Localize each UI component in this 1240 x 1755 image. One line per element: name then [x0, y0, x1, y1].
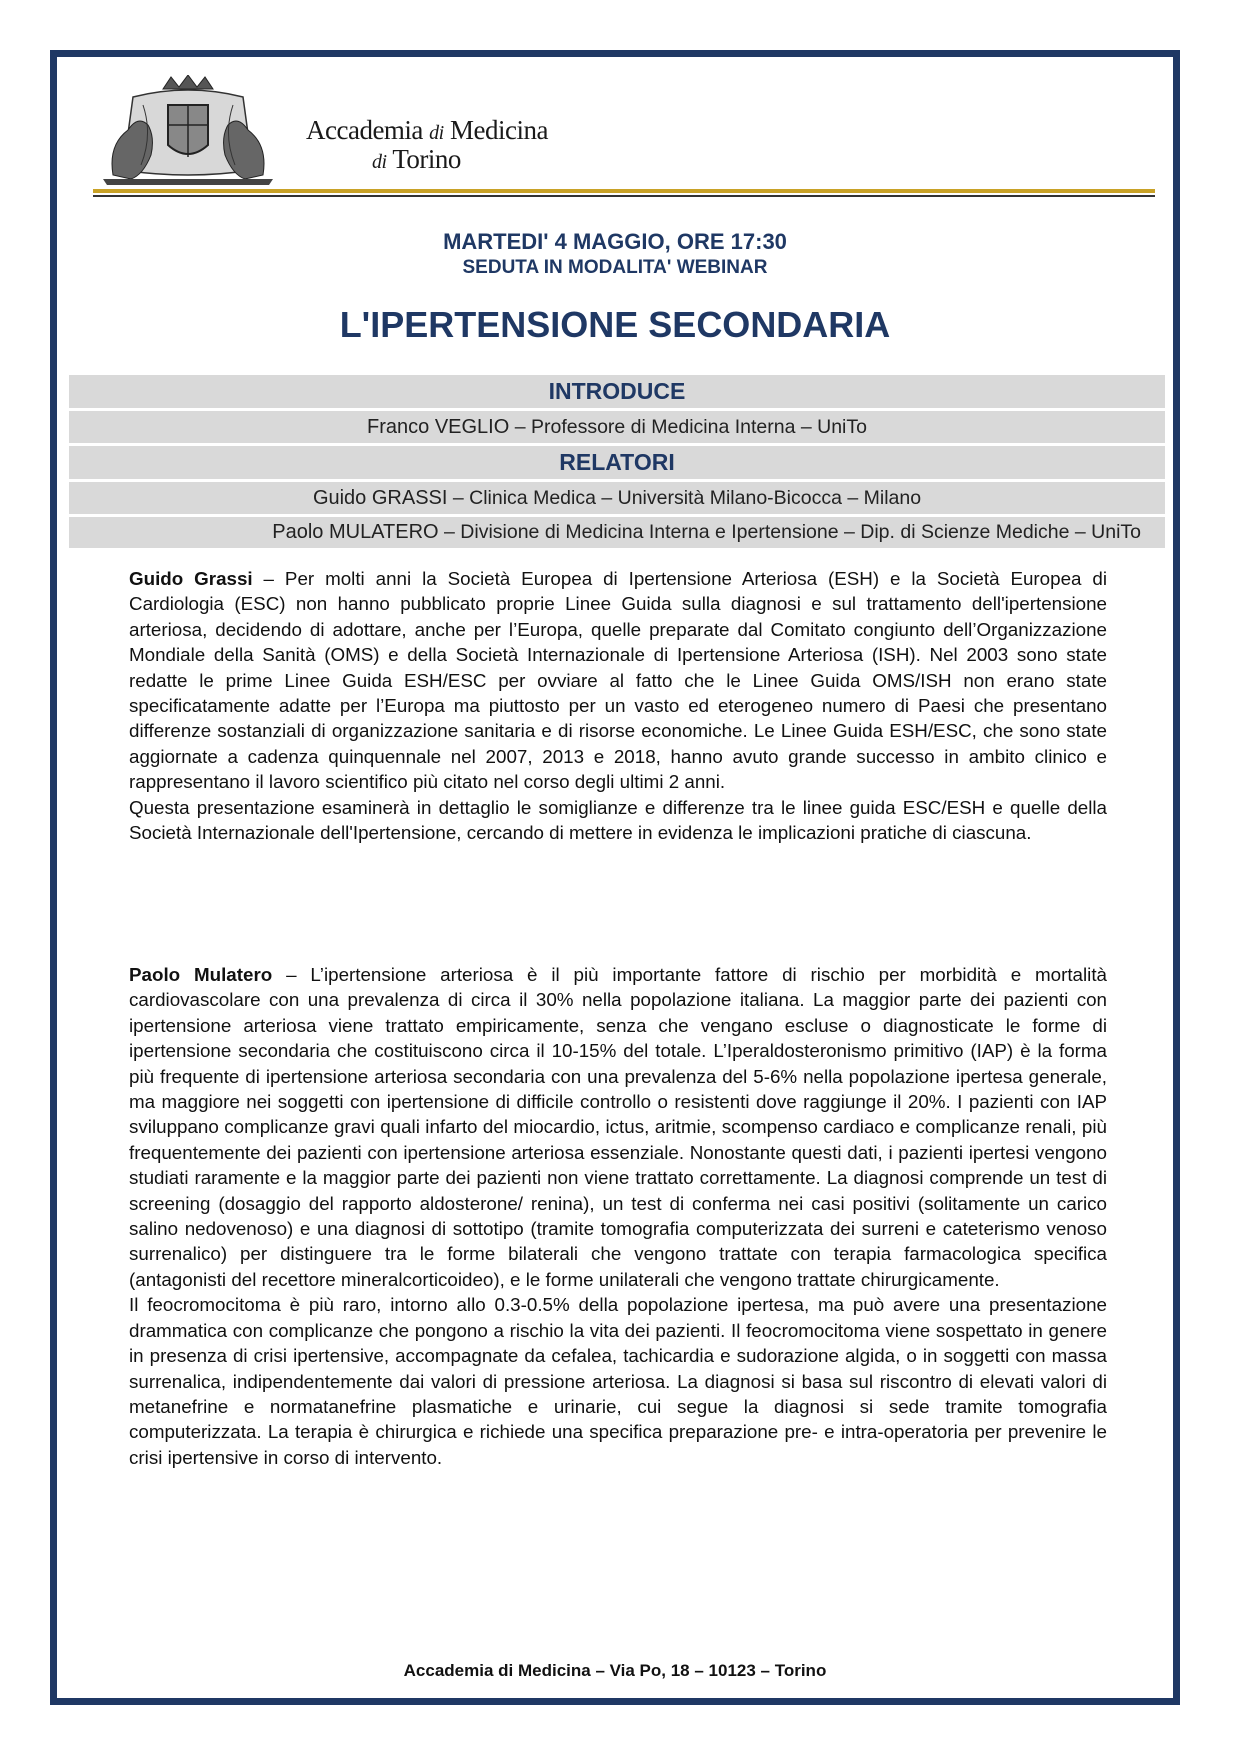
speaker-row-2	[69, 517, 1165, 548]
coat-of-arms-logo	[93, 75, 283, 185]
letterhead	[93, 75, 1155, 197]
mulatero-paragraph-2: Il feocromocitoma è più raro, intorno allo 0.3-0.5% della popolazione ipertesa, ma può avere una presentazione drammatica con complicanze che pongono a rischio la vita dei pazienti. Il feocromocitoma viene sospettato in genere in presenza di crisi ipertensive, accompagnate da cefalea, tachicardia e sudorazione algida, o in soggetti con massa surrenalica, indipendentemente dai valori di pressione arteriosa. La diagnosi si basa sul riscontro di elevati valori di metanefrine e normatanefrine plasmatiche e urinarie, cui segue la diagnosi si sede tramite tomografia computerizzata. La terapia è chirurgica e richiede una specifica preparazione pre- e intra-operatoria per prevenire le crisi ipertensive in corso di intervento.	[129, 1294, 1107, 1468]
footer-address: Accademia di Medicina – Via Po, 18 – 10123 – Torino	[403, 1661, 827, 1680]
speaker1-role: – Clinica Medica – Università Milano-Bicocca – Milano	[447, 487, 922, 509]
mulatero-name: Paolo Mulatero	[129, 964, 273, 985]
speaker2-name: Paolo MULATERO	[272, 521, 439, 543]
mulatero-abstract	[129, 962, 1107, 1470]
grassi-paragraph-2: Questa presentazione esaminerà in dettaglio le somiglianze e differenze tra le linee guida ESC/ESH e quelle della Società Internazionale dell'Ipertensione, cercando di mettere in evidenza le implicazioni pratiche di ciascuna.	[129, 796, 1107, 844]
mulatero-paragraph-1: Paolo Mulatero – L’ipertensione arteriosa è il più importante fattore di rischio per morbidità e mortalità cardiovascolare con una prevalenza di circa il 30% nella popolazione italiana. La maggior parte dei pazienti con ipertensione arteriosa viene trattato empiricamente, senza che vengano escluse o diagnosticate le forme di ipertensione secondaria che costituiscono circa il 10-15% del totale. L’Iperaldosteronismo primitivo (IAP) è la forma più frequente di ipertensione arteriosa secondaria con una prevalenza del 5-6% nella popolazione ipertesa generale, ma maggiore nei soggetti con ipertensione di difficile controllo o resistenti dove raggiunge il 20%. I pazienti con IAP sviluppano complicanze gravi quali infarto del miocardio, ictus, aritmie, scompenso cardiaco e complicanze renali, più frequentemente dei pazienti con ipertensione arteriosa essenziale. Nonostante questi dati, i pazienti ipertesi vengono studiati raramente e la maggior parte dei pazienti non viene trattato correttamente. La diagnosi comprende un test di screening (dosaggio del rapporto aldosterone/ renina), un test di conferma nei casi positivi (solitamente un carico salino nedovenoso) e una diagnosi di sottotipo (tramite tomografia computerizzata dei surreni e cateterismo venoso surrenalico) per distinguere tra le forme bilaterali che vengono trattate con terapia farmacologica specifica (antagonisti del recettore mineralcorticoideo), e le forme unilaterali che vengono trattate chirurgicamente.	[129, 964, 1108, 1290]
introducer-name: Franco VEGLIO	[367, 416, 510, 438]
page-title: L'IPERTENSIONE SECONDARIA	[339, 304, 891, 345]
speaker-row-1	[69, 482, 1165, 514]
speaker2-role: – Divisione di Medicina Interna e Ipertensione – Dip. di Scienze Mediche – UniTo	[438, 521, 1141, 543]
grassi-name: Guido Grassi	[129, 568, 253, 589]
dark-divider	[93, 195, 1155, 197]
introduce-heading: INTRODUCE	[69, 375, 1165, 408]
relatori-heading: RELATORI	[69, 446, 1165, 479]
event-date: MARTEDI' 4 MAGGIO, ORE 17:30	[443, 229, 787, 254]
page-frame	[50, 50, 1180, 1705]
academy-wordmark: Accademia di Medicina di Torino	[306, 115, 548, 174]
introducer-row	[69, 411, 1165, 443]
speaker1-name: Guido GRASSI	[312, 487, 448, 509]
grassi-abstract	[129, 566, 1107, 845]
grassi-paragraph-1: Guido Grassi – Per molti anni la Società Europea di Ipertensione Arteriosa (ESH) e la Società Europea di Cardiologia (ESC) non hanno pubblicato proprie Linee Guida sulla diagnosi e sul trattamento dell'ipertensione arteriosa, decidendo di adottare, anche per l’Europa, quelle preparate dal Comitato congiunto dell’Organizzazione Mondiale della Sanità (OMS) e della Società Internazionale di Ipertensione Arteriosa (ISH). Nel 2003 sono state redatte le prime Linee Guida ESH/ESC per ovviare al fatto che le Linee Guida OMS/ISH non erano state specificatamente adatte per l’Europa ma piuttosto per un vasto ed eterogeneo numero di Paesi che presentano differenze sostanziali di organizzazione sanitaria e di risorse economiche. Le Linee Guida ESH/ESC, che sono state aggiornate a cadenza quinquennale nel 2007, 2013 e 2018, hanno avuto grande successo in ambito clinico e rappresentano il lavoro scientifico più citato nel corso degli ultimi 2 anni.	[129, 568, 1107, 793]
gold-divider	[93, 189, 1155, 193]
event-mode: SEDUTA IN MODALITA' WEBINAR	[462, 257, 768, 278]
introducer-role: – Professore di Medicina Interna – UniTo	[509, 416, 867, 438]
